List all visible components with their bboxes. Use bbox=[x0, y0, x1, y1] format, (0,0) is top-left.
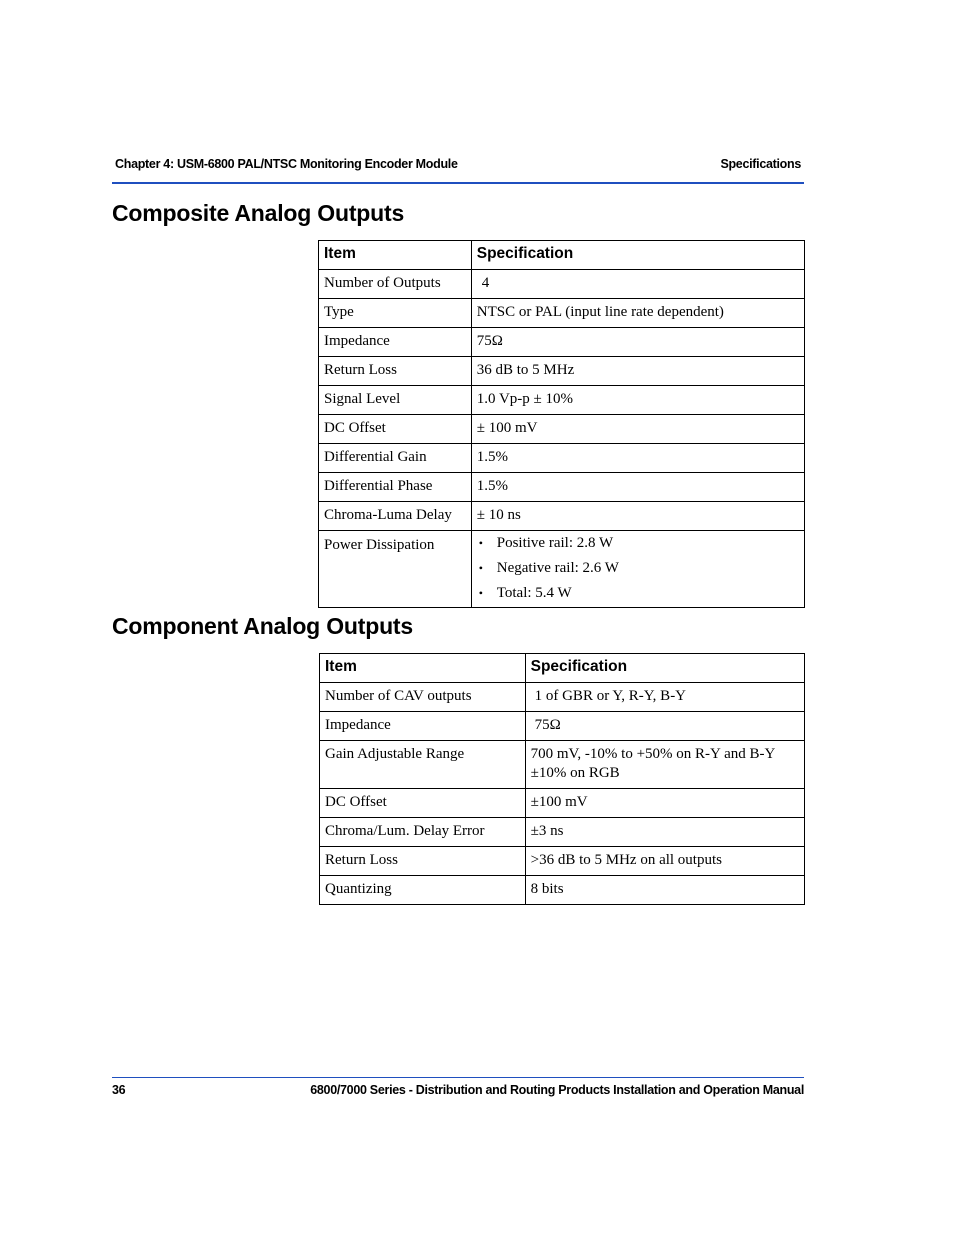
spec-cell bbox=[471, 531, 804, 608]
table-row bbox=[319, 415, 805, 444]
column-header-specification: Specification bbox=[525, 654, 804, 683]
table-row bbox=[319, 444, 805, 473]
spec-value: 4 bbox=[481, 275, 490, 291]
column-header-item: Item bbox=[319, 241, 472, 270]
item-cell: DC Offset bbox=[320, 789, 526, 818]
item-cell: Signal Level bbox=[319, 386, 472, 415]
table-row bbox=[319, 328, 805, 357]
item-cell: Impedance bbox=[319, 328, 472, 357]
item-cell: Impedance bbox=[320, 712, 526, 741]
table-header-row bbox=[319, 241, 805, 270]
page-footer bbox=[112, 1077, 804, 1102]
composite-table bbox=[318, 240, 805, 608]
spec-cell: ±100 mV bbox=[525, 789, 804, 818]
item-cell: Differential Phase bbox=[319, 473, 472, 502]
spec-cell: NTSC or PAL (input line rate dependent) bbox=[471, 299, 804, 328]
item-cell: Power Dissipation bbox=[319, 531, 472, 608]
section-title: Specifications bbox=[720, 157, 801, 171]
item-cell: Chroma-Luma Delay bbox=[319, 502, 472, 531]
item-cell: Number of Outputs bbox=[319, 270, 472, 299]
spec-cell: 8 bits bbox=[525, 876, 804, 905]
table-row bbox=[320, 818, 805, 847]
manual-title: 6800/7000 Series - Distribution and Routing Products Installation and Operation Manual bbox=[310, 1083, 804, 1097]
column-header-specification: Specification bbox=[471, 241, 804, 270]
spec-cell: 36 dB to 5 MHz bbox=[471, 357, 804, 386]
table-row bbox=[320, 847, 805, 876]
item-cell: Gain Adjustable Range bbox=[320, 741, 526, 789]
table-row bbox=[319, 386, 805, 415]
table-row bbox=[319, 270, 805, 299]
column-header-item: Item bbox=[320, 654, 526, 683]
table-row bbox=[319, 357, 805, 386]
spec-cell bbox=[525, 683, 804, 712]
chapter-title: Chapter 4: USM-6800 PAL/NTSC Monitoring Encoder Module bbox=[115, 157, 458, 171]
item-cell: Return Loss bbox=[319, 357, 472, 386]
item-cell: Return Loss bbox=[320, 847, 526, 876]
spec-cell: 1.0 Vp-p ± 10% bbox=[471, 386, 804, 415]
spec-value-line1: 700 mV, -10% to +50% on R-Y and B-Y bbox=[530, 746, 776, 762]
table-row bbox=[320, 683, 805, 712]
spec-cell: ± 100 mV bbox=[471, 415, 804, 444]
item-cell: DC Offset bbox=[319, 415, 472, 444]
composite-heading: Composite Analog Outputs bbox=[112, 200, 405, 226]
table-row bbox=[320, 789, 805, 818]
spec-cell: ± 10 ns bbox=[471, 502, 804, 531]
table-row bbox=[320, 741, 805, 789]
spec-cell: ±3 ns bbox=[525, 818, 804, 847]
spec-cell: 1.5% bbox=[471, 473, 804, 502]
list-item: • Total: 5.4 W bbox=[477, 581, 799, 606]
list-item: • Negative rail: 2.6 W bbox=[477, 556, 799, 581]
item-cell: Type bbox=[319, 299, 472, 328]
spec-cell bbox=[525, 712, 804, 741]
table-row bbox=[319, 299, 805, 328]
spec-cell: >36 dB to 5 MHz on all outputs bbox=[525, 847, 804, 876]
item-cell: Differential Gain bbox=[319, 444, 472, 473]
power-bullet-list bbox=[477, 531, 799, 606]
component-table bbox=[319, 653, 805, 905]
spec-cell bbox=[471, 270, 804, 299]
table-row bbox=[319, 473, 805, 502]
item-cell: Number of CAV outputs bbox=[320, 683, 526, 712]
page-number: 36 bbox=[112, 1083, 126, 1097]
table-row bbox=[319, 502, 805, 531]
spec-value: 1 of GBR or Y, R-Y, B-Y bbox=[534, 688, 687, 704]
table-row bbox=[320, 876, 805, 905]
item-cell: Quantizing bbox=[320, 876, 526, 905]
component-heading: Component Analog Outputs bbox=[112, 613, 413, 639]
table-row bbox=[320, 712, 805, 741]
spec-cell: 75Ω bbox=[471, 328, 804, 357]
list-item: • Positive rail: 2.8 W bbox=[477, 531, 799, 556]
table-header-row bbox=[320, 654, 805, 683]
spec-value: 75Ω bbox=[534, 717, 561, 733]
item-cell: Chroma/Lum. Delay Error bbox=[320, 818, 526, 847]
page-header bbox=[112, 155, 804, 184]
spec-cell bbox=[525, 741, 804, 789]
spec-cell: 1.5% bbox=[471, 444, 804, 473]
table-row-power bbox=[319, 531, 805, 608]
spec-value-line2: ±10% on RGB bbox=[530, 765, 620, 781]
